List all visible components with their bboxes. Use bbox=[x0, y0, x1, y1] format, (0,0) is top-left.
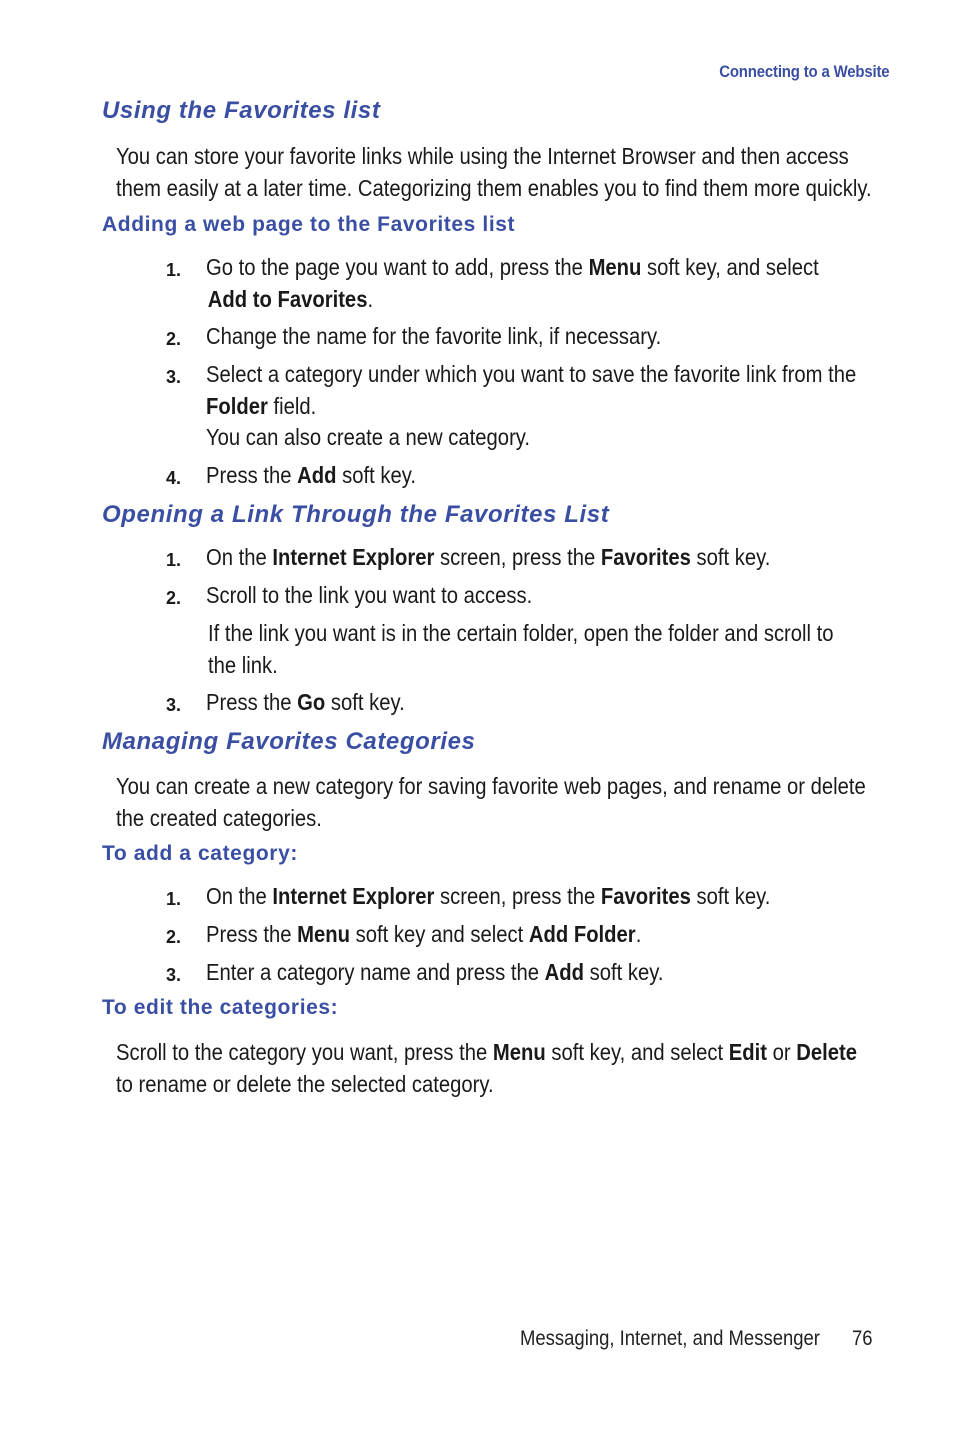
step-number: 1. bbox=[166, 889, 182, 909]
step-number: 2. bbox=[166, 927, 182, 947]
step-text: Enter a category name and press the Add soft key. bbox=[206, 959, 664, 985]
step-text: Change the name for the favorite link, if necessary. bbox=[206, 323, 662, 349]
managing-intro bbox=[116, 771, 866, 834]
step-text: Select a category under which you want to save the favorite link from the Folder field. You can also create a new category. bbox=[206, 361, 857, 450]
section-title-opening: Opening a Link Through the Favorites List bbox=[102, 501, 610, 528]
step-number: 2. bbox=[166, 588, 182, 608]
step-text: Press the Go soft key. bbox=[206, 689, 405, 715]
step-text: On the Internet Explorer screen, press the Favorites soft key. bbox=[206, 883, 771, 909]
opening-step-2-note: If the link you want is in the certain folder, open the folder and scroll to the link. bbox=[208, 620, 834, 678]
step-text: Press the Menu soft key and select Add Folder. bbox=[206, 921, 642, 947]
subsection-title-add-category: To add a category: bbox=[102, 842, 298, 865]
step-number: 1. bbox=[166, 260, 182, 280]
step-number: 3. bbox=[166, 695, 182, 715]
managing-intro-line1: You can create a new category for saving favorite web pages, and rename or delete bbox=[116, 773, 866, 799]
running-header: Connecting to a Website bbox=[718, 62, 889, 81]
managing-intro-line2: the created categories. bbox=[116, 804, 322, 831]
page-number: 76 bbox=[852, 1327, 873, 1350]
section-title-favorites: Using the Favorites list bbox=[102, 97, 381, 124]
step-number: 1. bbox=[166, 550, 182, 570]
step-text: Scroll to the link you want to access. bbox=[206, 582, 533, 608]
step-number: 3. bbox=[166, 367, 182, 387]
edit-categories-text: Scroll to the category you want, press the Menu soft key, and select Edit or Delete to rename or delete the selected category. bbox=[116, 1039, 858, 1097]
step-text: On the Internet Explorer screen, press the Favorites soft key. bbox=[206, 544, 771, 570]
section-title-managing: Managing Favorites Categories bbox=[102, 728, 476, 755]
favorites-intro bbox=[116, 141, 872, 204]
favorites-intro-line1: You can store your favorite links while using the Internet Browser and then access bbox=[116, 143, 849, 169]
step-number: 4. bbox=[166, 468, 182, 488]
step-text: Go to the page you want to add, press the Menu soft key, and select Add to Favorites. bbox=[206, 254, 819, 312]
step-number: 2. bbox=[166, 329, 182, 349]
subsection-title-adding: Adding a web page to the Favorites list bbox=[102, 213, 516, 236]
footer-chapter: Messaging, Internet, and Messenger bbox=[520, 1327, 820, 1350]
step-text: Press the Add soft key. bbox=[206, 462, 416, 488]
step-note: You can also create a new category. bbox=[206, 424, 531, 450]
favorites-intro-line2: them easily at a later time. Categorizing them enables you to find them more quickly. bbox=[116, 174, 872, 201]
step-number: 3. bbox=[166, 965, 182, 985]
subsection-title-edit-categories: To edit the categories: bbox=[102, 996, 339, 1019]
